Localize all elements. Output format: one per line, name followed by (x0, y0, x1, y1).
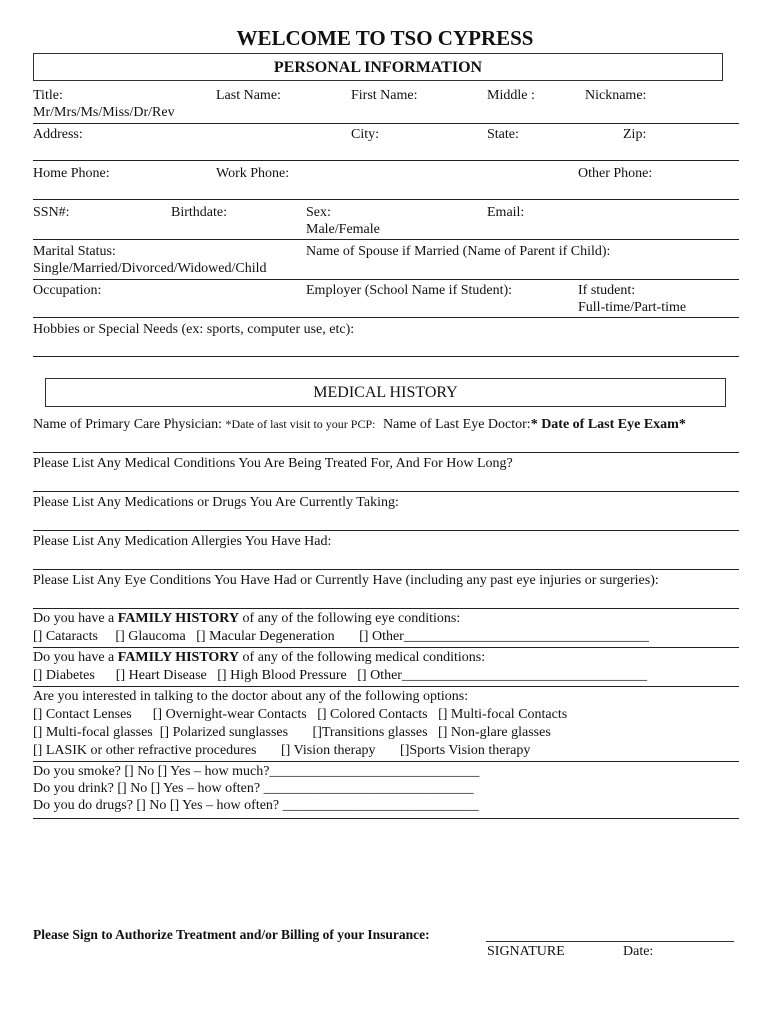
state-label: State: (487, 127, 519, 142)
work-phone-label: Work Phone: (216, 166, 290, 181)
sex-label: Sex: (306, 205, 331, 220)
medical-history-header (45, 378, 726, 407)
family-medical-question (33, 649, 485, 666)
eye-doctor-label: Name of Last Eye Doctor: (382, 417, 531, 432)
date-label: Date: (623, 944, 654, 959)
divider (33, 356, 739, 357)
drugs-question[interactable]: Do you do drugs? [] No [] Yes – how often? ____________________________ (33, 798, 479, 813)
divider (33, 123, 739, 124)
divider (33, 199, 739, 200)
smoke-question[interactable]: Do you smoke? [] No [] Yes – how much?______________________________ (33, 764, 480, 779)
family-med-pre: Do you have a (33, 650, 118, 665)
medications-label: Please List Any Medications or Drugs You Are Currently Taking: (33, 495, 399, 510)
family-eye-options[interactable]: [] Cataracts [] Glaucoma [] Macular Degeneration [] Other___________________________________ (33, 629, 649, 644)
divider (33, 569, 739, 570)
first-name-label: First Name: (351, 88, 418, 103)
occupation-label: Occupation: (33, 283, 102, 298)
employer-label: Employer (School Name if Student): (306, 283, 513, 298)
middle-label: Middle : (487, 88, 535, 103)
nickname-label: Nickname: (585, 88, 647, 103)
signature-label: SIGNATURE (487, 944, 565, 959)
signature-prompt: Please Sign to Authorize Treatment and/or Billing of your Insurance: (33, 927, 430, 942)
allergies-label: Please List Any Medication Allergies You Have Had: (33, 534, 332, 549)
primary-care-physician-line (33, 416, 686, 433)
divider (33, 818, 739, 819)
personal-info-header (33, 53, 723, 81)
divider (33, 608, 739, 609)
divider (33, 530, 739, 531)
options-row-1[interactable]: [] Contact Lenses [] Overnight-wear Contacts [] Colored Contacts [] Multi-focal Contacts (33, 707, 568, 722)
divider (33, 160, 739, 161)
divider (33, 647, 739, 648)
family-eye-post: of any of the following eye conditions: (239, 611, 461, 626)
pcp-date-label: *Date of last visit to your PCP: (225, 417, 376, 431)
page-title: WELCOME TO TSO CYPRESS (236, 26, 534, 50)
marital-status-options: Single/Married/Divorced/Widowed/Child (33, 261, 267, 276)
student-label: If student: (578, 283, 636, 298)
divider (33, 761, 739, 762)
divider (33, 686, 739, 687)
family-eye-pre: Do you have a (33, 611, 118, 626)
options-question: Are you interested in talking to the doctor about any of the following options: (33, 689, 469, 704)
personal-info-heading: PERSONAL INFORMATION (273, 59, 483, 76)
birthdate-label: Birthdate: (171, 205, 227, 220)
family-eye-question (33, 610, 460, 627)
title-label: Title: (33, 88, 63, 103)
sex-options: Male/Female (306, 222, 380, 237)
options-row-2[interactable]: [] Multi-focal glasses [] Polarized sunglasses []Transitions glasses [] Non-glare glasses (33, 725, 551, 740)
divider (33, 279, 739, 280)
marital-status-label: Marital Status: (33, 244, 116, 259)
other-phone-label: Other Phone: (578, 166, 653, 181)
divider (33, 239, 739, 240)
family-medical-options[interactable]: [] Diabetes [] Heart Disease [] High Blood Pressure [] Other___________________________________ (33, 668, 647, 683)
medical-conditions-label: Please List Any Medical Conditions You Are Being Treated For, And For How Long? (33, 456, 513, 471)
last-eye-exam-label: * Date of Last Eye Exam* (530, 417, 686, 432)
spouse-name-label: Name of Spouse if Married (Name of Parent if Child): (306, 244, 611, 259)
email-label: Email: (487, 205, 525, 220)
student-options: Full-time/Part-time (578, 300, 687, 315)
family-med-bold: FAMILY HISTORY (117, 650, 240, 665)
city-label: City: (351, 127, 380, 142)
drink-question[interactable]: Do you drink? [] No [] Yes – how often? ______________________________ (33, 781, 474, 796)
zip-label: Zip: (623, 127, 647, 142)
last-name-label: Last Name: (216, 88, 281, 103)
pcp-label: Name of Primary Care Physician: (33, 417, 222, 432)
medical-history-heading: MEDICAL HISTORY (313, 384, 458, 401)
ssn-label: SSN#: (33, 205, 70, 220)
options-row-3[interactable]: [] LASIK or other refractive procedures [] Vision therapy []Sports Vision therapy (33, 743, 531, 758)
address-label: Address: (33, 127, 83, 142)
family-med-post: of any of the following medical conditions: (239, 650, 486, 665)
divider (33, 317, 739, 318)
title-options: Mr/Mrs/Ms/Miss/Dr/Rev (33, 105, 175, 120)
eye-conditions-label: Please List Any Eye Conditions You Have Had or Currently Have (including any past eye injuries or surgeries): (33, 573, 659, 588)
hobbies-label: Hobbies or Special Needs (ex: sports, computer use, etc): (33, 322, 355, 337)
signature-line[interactable] (486, 941, 734, 942)
divider (33, 491, 739, 492)
divider (33, 452, 739, 453)
home-phone-label: Home Phone: (33, 166, 110, 181)
family-eye-bold: FAMILY HISTORY (117, 611, 240, 626)
